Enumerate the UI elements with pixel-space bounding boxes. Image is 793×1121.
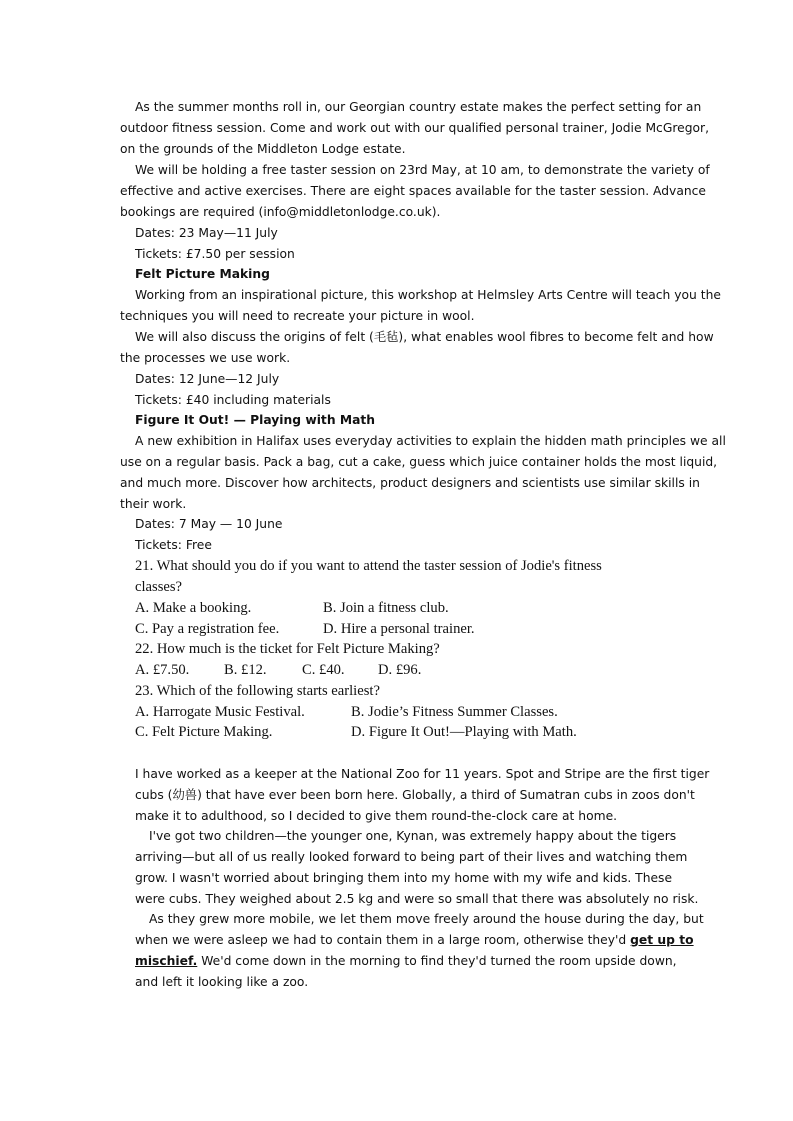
zoo-paragraph-2-line-4: were cubs. They weighed about 2.5 kg and were so small that there was absolutely no risk. <box>135 892 699 906</box>
zoo-paragraph-3-line-4: and left it looking like a zoo. <box>135 975 309 989</box>
zoo-paragraph-2-line-2: arriving—but all of us really looked forward to being part of their lives and watching them <box>135 850 688 864</box>
question-23-option-c: C. Felt Picture Making. <box>135 724 273 740</box>
question-21-option-c: C. Pay a registration fee. <box>135 621 280 637</box>
zoo-paragraph-3-line-2-text: when we were asleep we had to contain them in a large room, otherwise they'd <box>135 933 631 947</box>
zoo-paragraph-3-line-3 <box>135 951 677 972</box>
felt-paragraph-2-line-2: the processes we use work. <box>120 351 291 365</box>
fitness-tickets: Tickets: £7.50 per session <box>135 247 295 261</box>
felt-tickets: Tickets: £40 including materials <box>135 393 331 407</box>
felt-paragraph-1-line-2: techniques you will need to recreate your picture in wool. <box>120 309 475 323</box>
fitness-paragraph-2-line-1: We will be holding a free taster session on 23rd May, at 10 am, to demonstrate the variety of <box>135 163 710 177</box>
question-21-stem-line-1: 21. What should you do if you want to attend the taster session of Jodie's fitness <box>135 558 602 574</box>
highlighted-phrase-part-2: mischief. <box>135 954 198 968</box>
zoo-paragraph-2-line-1: I've got two children—the younger one, Kynan, was extremely happy about the tigers <box>149 829 677 843</box>
math-tickets: Tickets: Free <box>135 538 212 552</box>
zoo-paragraph-3-line-1: As they grew more mobile, we let them move freely around the house during the day, but <box>149 912 704 926</box>
fitness-paragraph-1-line-1: As the summer months roll in, our Georgian country estate makes the perfect setting for an <box>135 100 702 114</box>
felt-paragraph-1-line-1: Working from an inspirational picture, this workshop at Helmsley Arts Centre will teach you the <box>135 288 721 302</box>
question-22-option-b: B. £12. <box>224 662 267 678</box>
question-22-option-a: A. £7.50. <box>135 662 190 678</box>
math-paragraph-line-1: A new exhibition in Halifax uses everyday activities to explain the hidden math principles we all <box>135 434 726 448</box>
highlighted-phrase-part-1: get up to <box>630 933 694 947</box>
question-23-option-b: B. Jodie’s Fitness Summer Classes. <box>351 704 558 720</box>
math-paragraph-line-4: their work. <box>120 497 187 511</box>
question-21-stem-line-2: classes? <box>135 579 183 595</box>
felt-heading: Felt Picture Making <box>135 267 270 281</box>
question-21-option-b: B. Join a fitness club. <box>323 600 449 616</box>
felt-dates: Dates: 12 June—12 July <box>135 372 280 386</box>
fitness-paragraph-1-line-3: on the grounds of the Middleton Lodge estate. <box>120 142 406 156</box>
math-paragraph-line-3: and much more. Discover how architects, product designers and scientists use similar skills in <box>120 476 700 490</box>
question-21-option-d: D. Hire a personal trainer. <box>323 621 475 637</box>
fitness-dates: Dates: 23 May—11 July <box>135 226 278 240</box>
math-dates: Dates: 7 May — 10 June <box>135 517 283 531</box>
zoo-paragraph-1-line-2: cubs (幼兽) that have ever been born here. Globally, a third of Sumatran cubs in zoos don't <box>135 788 695 802</box>
zoo-paragraph-1-line-3: make it to adulthood, so I decided to give them round-the-clock care at home. <box>135 809 618 823</box>
question-23-stem: 23. Which of the following starts earliest? <box>135 683 380 699</box>
felt-paragraph-2-line-1: We will also discuss the origins of felt (毛毡), what enables wool fibres to become felt and how <box>135 330 714 344</box>
question-23-option-a: A. Harrogate Music Festival. <box>135 704 305 720</box>
zoo-paragraph-2-line-3: grow. I wasn't worried about bringing them into my home with my wife and kids. These <box>135 871 673 885</box>
fitness-paragraph-2-line-2: effective and active exercises. There are eight spaces available for the taster session. Advance <box>120 184 706 198</box>
zoo-paragraph-3-line-3-text: We'd come down in the morning to find they'd turned the room upside down, <box>197 954 677 968</box>
zoo-paragraph-1-line-1: I have worked as a keeper at the National Zoo for 11 years. Spot and Stripe are the first tiger <box>135 767 710 781</box>
question-22-stem: 22. How much is the ticket for Felt Picture Making? <box>135 641 440 657</box>
fitness-paragraph-2-line-3: bookings are required (info@middletonlodge.co.uk). <box>120 205 441 219</box>
math-heading: Figure It Out! — Playing with Math <box>135 413 376 427</box>
question-22-option-c: C. £40. <box>302 662 345 678</box>
zoo-paragraph-3-line-2 <box>135 930 694 951</box>
question-21-option-a: A. Make a booking. <box>135 600 252 616</box>
question-22-option-d: D. £96. <box>378 662 422 678</box>
question-23-option-d: D. Figure It Out!—Playing with Math. <box>351 724 577 740</box>
fitness-paragraph-1-line-2: outdoor fitness session. Come and work out with our qualified personal trainer, Jodie McGregor, <box>120 121 709 135</box>
math-paragraph-line-2: use on a regular basis. Pack a bag, cut a cake, guess which juice container holds the most liquid, <box>120 455 718 469</box>
